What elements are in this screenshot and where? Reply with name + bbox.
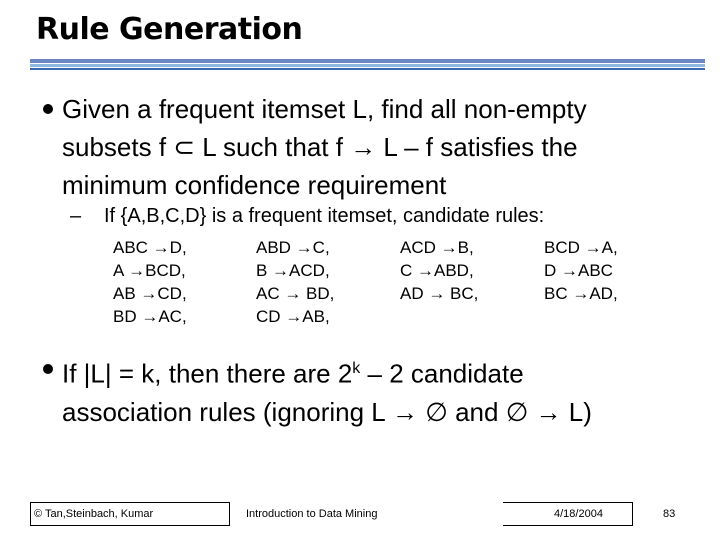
exponent-k: k xyxy=(352,360,361,377)
footer-page-number: 83 xyxy=(663,508,676,520)
bullet-1-line-3: minimum confidence requirement xyxy=(62,170,447,200)
bullet-2-line-1-suffix: – 2 candidate xyxy=(360,358,524,389)
footer-authors: © Tan,Steinbach, Kumar xyxy=(30,502,230,526)
bullet-2-line-1 xyxy=(62,350,592,393)
rule-item: ABC →D, xyxy=(113,238,187,257)
rule-item: A →BCD, xyxy=(113,261,186,280)
footer-divider xyxy=(503,502,633,526)
rule-item: B →ACD, xyxy=(256,261,330,280)
sub-bullet-text: If {A,B,C,D} is a frequent itemset, candidate rules: xyxy=(104,205,545,227)
rule-item: BCD →A, xyxy=(544,238,618,257)
rules-column-2 xyxy=(256,236,334,328)
rule-item: AC → BD, xyxy=(256,284,335,303)
bullet-1-line-2: subsets f ⊂ L such that f → L – f satisfies the xyxy=(62,132,578,162)
slide-title: Rule Generation xyxy=(36,12,303,47)
rule-item: BD →AC, xyxy=(113,307,187,326)
footer-date: 4/18/2004 xyxy=(554,508,603,520)
rule-item: ABD →C, xyxy=(256,238,330,257)
bullet-2-text xyxy=(62,350,592,431)
bullet-2-line-2: association rules (ignoring L → ∅ and ∅ → L) xyxy=(62,396,592,427)
rule-item: AB →CD, xyxy=(113,284,187,303)
bullet-icon xyxy=(43,104,53,114)
bullet-icon xyxy=(43,364,53,374)
rules-column-4 xyxy=(544,236,618,305)
bullet-1-line-1: Given a frequent itemset L, find all non-empty xyxy=(62,94,587,124)
rules-column-3 xyxy=(400,236,478,305)
rules-column-1 xyxy=(113,236,187,328)
bullet-1-text xyxy=(62,90,587,204)
rule-item: CD →AB, xyxy=(256,307,330,326)
rule-item: AD → BC, xyxy=(400,284,479,303)
title-underline xyxy=(30,59,705,63)
bullet-2-line-1-prefix: If |L| = k, then there are 2 xyxy=(62,358,353,389)
footer-course: Introduction to Data Mining xyxy=(246,508,378,520)
rule-item: ACD →B, xyxy=(400,238,474,257)
rule-item: D →ABC xyxy=(544,261,613,280)
rule-item: BC →AD, xyxy=(544,284,618,303)
sub-bullet-dash: – xyxy=(70,205,82,227)
title-underline-dark xyxy=(30,68,705,70)
rule-item: C →ABD, xyxy=(400,261,474,280)
title-underline-light xyxy=(30,64,705,67)
